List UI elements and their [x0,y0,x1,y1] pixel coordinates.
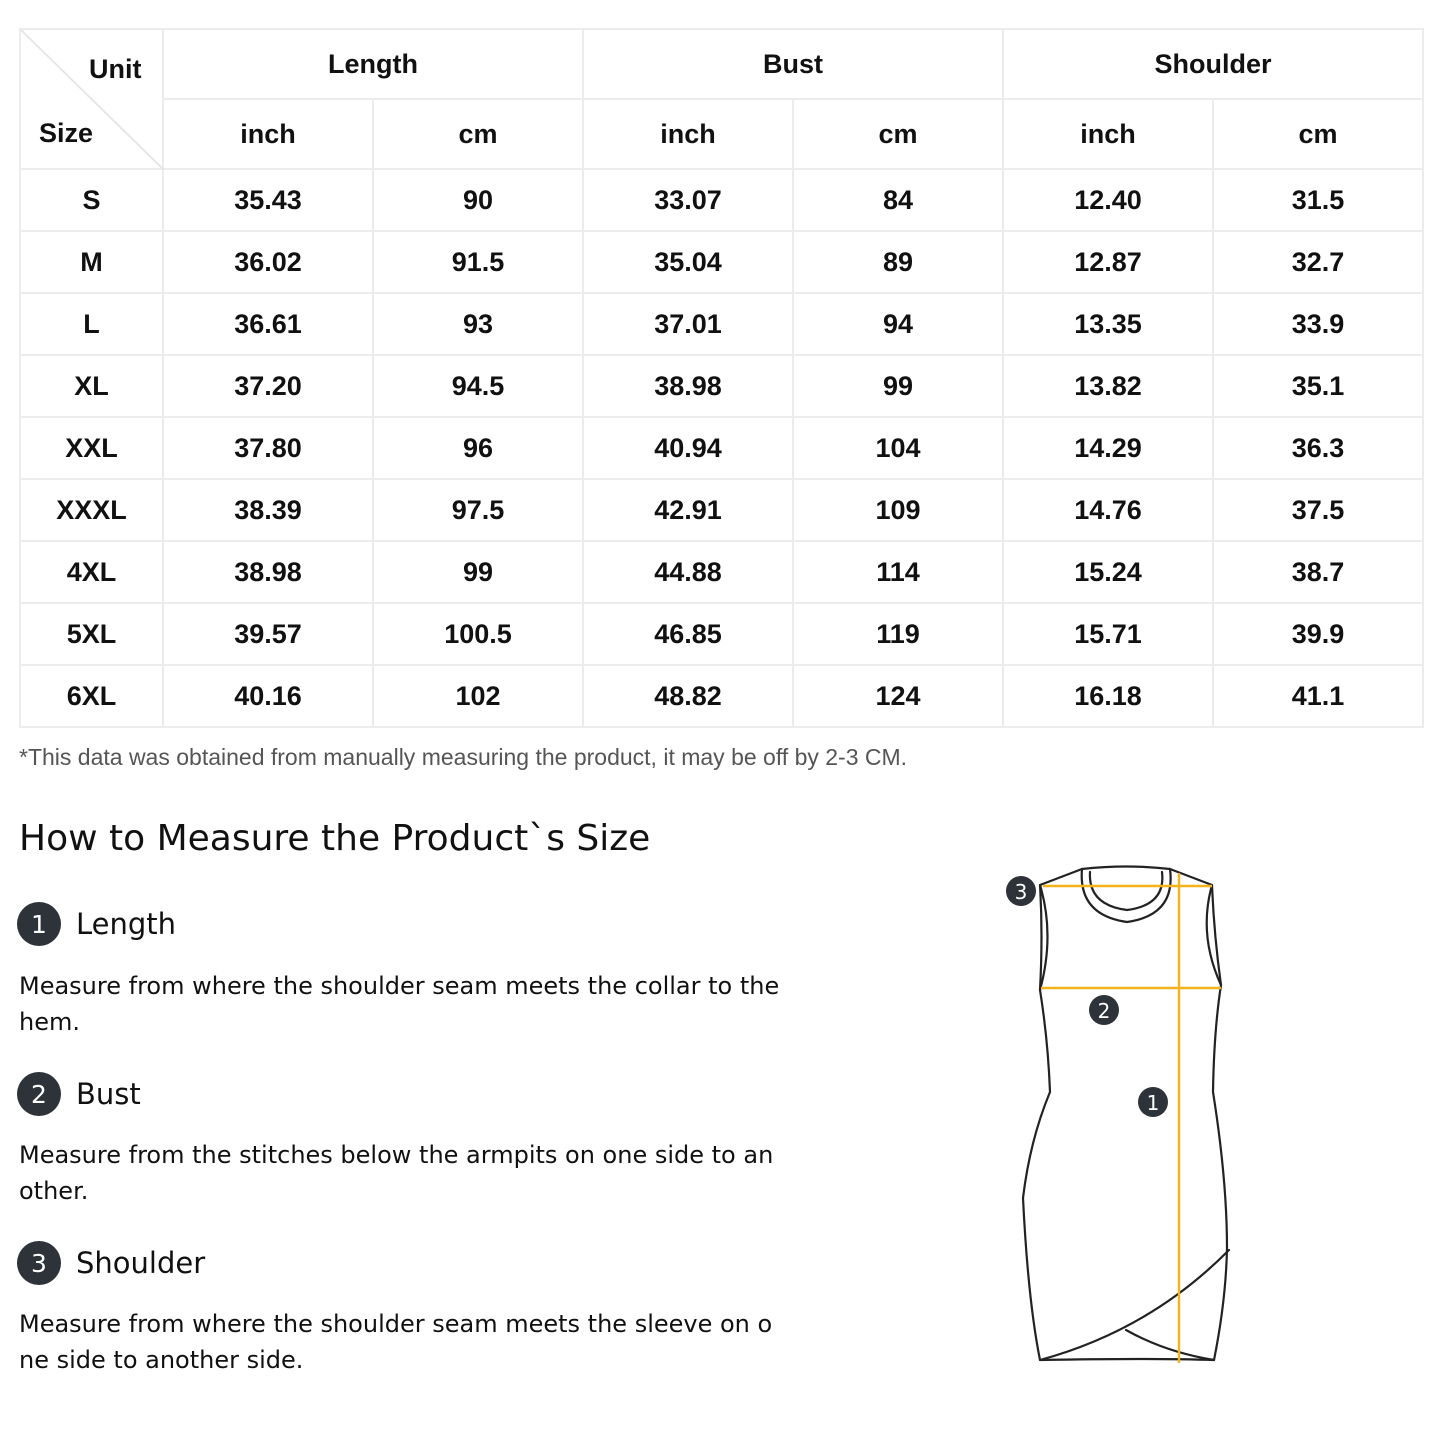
measure-cell: 37.80 [163,417,373,479]
desc-line: ne side to another side. [19,1346,304,1374]
measure-cell: 97.5 [373,479,583,541]
measure-cell: 13.35 [1003,293,1213,355]
unit-header: inch [583,99,793,169]
measure-cell: 102 [373,665,583,727]
measure-cell: 104 [793,417,1003,479]
table-row [20,293,1423,355]
measure-cell: 32.7 [1213,231,1423,293]
size-cell: XXL [20,417,163,479]
measure-cell: 14.29 [1003,417,1213,479]
group-header-length: Length [163,29,583,99]
measure-cell: 94.5 [373,355,583,417]
measure-cell: 35.04 [583,231,793,293]
desc-line: Measure from where the shoulder seam meets the collar to the [19,972,780,1000]
desc-line: hem. [19,1008,80,1036]
measure-cell: 37.5 [1213,479,1423,541]
marker-1-label: 1 [1146,1091,1160,1115]
measure-lines [1041,873,1221,1363]
measure-cell: 99 [793,355,1003,417]
measure-cell: 15.24 [1003,541,1213,603]
table-row [20,665,1423,727]
measure-cell: 94 [793,293,1003,355]
unit-header: inch [1003,99,1213,169]
measure-cell: 44.88 [583,541,793,603]
size-cell: XL [20,355,163,417]
size-chart-table [19,28,1424,728]
measure-item-bust-header [17,1072,141,1116]
measure-name-shoulder: Shoulder [76,1246,206,1280]
measure-cell: 12.87 [1003,231,1213,293]
measure-cell: 124 [793,665,1003,727]
measure-cell: 93 [373,293,583,355]
size-cell: M [20,231,163,293]
measure-cell: 37.01 [583,293,793,355]
measure-cell: 35.1 [1213,355,1423,417]
measure-cell: 39.9 [1213,603,1423,665]
size-cell: 4XL [20,541,163,603]
measure-cell: 38.39 [163,479,373,541]
corner-size-label: Size [39,118,94,148]
measure-cell: 36.3 [1213,417,1423,479]
measure-cell: 14.76 [1003,479,1213,541]
measure-item-length-header [17,902,176,946]
measure-cell: 36.02 [163,231,373,293]
measure-cell: 36.61 [163,293,373,355]
measure-cell: 99 [373,541,583,603]
measure-cell: 13.82 [1003,355,1213,417]
measure-cell: 38.7 [1213,541,1423,603]
marker-1 [1138,1087,1168,1117]
table-row [20,355,1423,417]
measure-name-bust: Bust [76,1077,141,1111]
unit-header: inch [163,99,373,169]
measure-cell: 40.16 [163,665,373,727]
measure-cell: 33.07 [583,169,793,231]
measure-cell: 12.40 [1003,169,1213,231]
measure-cell: 114 [793,541,1003,603]
table-row [20,541,1423,603]
desc-line: other. [19,1177,89,1205]
measure-cell: 84 [793,169,1003,231]
measure-cell: 38.98 [583,355,793,417]
table-row [20,169,1423,231]
dress-outline [1023,867,1229,1361]
unit-header: cm [373,99,583,169]
measure-cell: 100.5 [373,603,583,665]
measure-desc-bust [19,1137,799,1209]
number-badge-2: 2 [17,1072,61,1116]
measure-name-length: Length [76,907,177,941]
measure-cell: 109 [793,479,1003,541]
number-badge-1: 1 [17,902,61,946]
measure-cell: 15.71 [1003,603,1213,665]
group-header-shoulder: Shoulder [1003,29,1423,99]
measure-cell: 91.5 [373,231,583,293]
corner-header-cell [20,29,163,169]
measure-cell: 42.91 [583,479,793,541]
corner-diagonal-line [21,30,164,170]
measure-cell: 39.57 [163,603,373,665]
table-row [20,479,1423,541]
unit-header: cm [793,99,1003,169]
measure-cell: 41.1 [1213,665,1423,727]
size-table-body [20,169,1423,727]
dress-measurement-diagram [1000,860,1240,1380]
measure-cell: 16.18 [1003,665,1213,727]
measure-cell: 38.98 [163,541,373,603]
group-header-bust: Bust [583,29,1003,99]
size-cell: S [20,169,163,231]
how-to-measure-title: How to Measure the Product`s Size [19,818,651,859]
marker-2-label: 2 [1097,999,1111,1023]
measure-desc-length [19,968,799,1040]
marker-3-label: 3 [1014,880,1028,904]
measurement-note: *This data was obtained from manually measuring the product, it may be off by 2-3 CM. [19,744,908,770]
table-row [20,231,1423,293]
marker-2 [1089,995,1119,1025]
measure-cell: 33.9 [1213,293,1423,355]
number-badge-3: 3 [17,1241,61,1285]
size-cell: L [20,293,163,355]
measure-desc-shoulder [19,1306,799,1378]
measure-cell: 89 [793,231,1003,293]
size-cell: 5XL [20,603,163,665]
marker-3 [1006,876,1036,906]
measure-cell: 35.43 [163,169,373,231]
measure-cell: 96 [373,417,583,479]
table-row [20,603,1423,665]
measure-cell: 90 [373,169,583,231]
desc-line: Measure from where the shoulder seam meets the sleeve on o [19,1310,773,1338]
unit-header: cm [1213,99,1423,169]
measure-cell: 46.85 [583,603,793,665]
measure-cell: 37.20 [163,355,373,417]
table-row [20,417,1423,479]
measure-item-shoulder-header [17,1241,205,1285]
desc-line: Measure from the stitches below the armpits on one side to an [19,1141,774,1169]
corner-unit-label: Unit [89,54,142,84]
measure-cell: 31.5 [1213,169,1423,231]
measure-cell: 119 [793,603,1003,665]
measure-cell: 40.94 [583,417,793,479]
size-cell: XXXL [20,479,163,541]
measure-cell: 48.82 [583,665,793,727]
size-cell: 6XL [20,665,163,727]
